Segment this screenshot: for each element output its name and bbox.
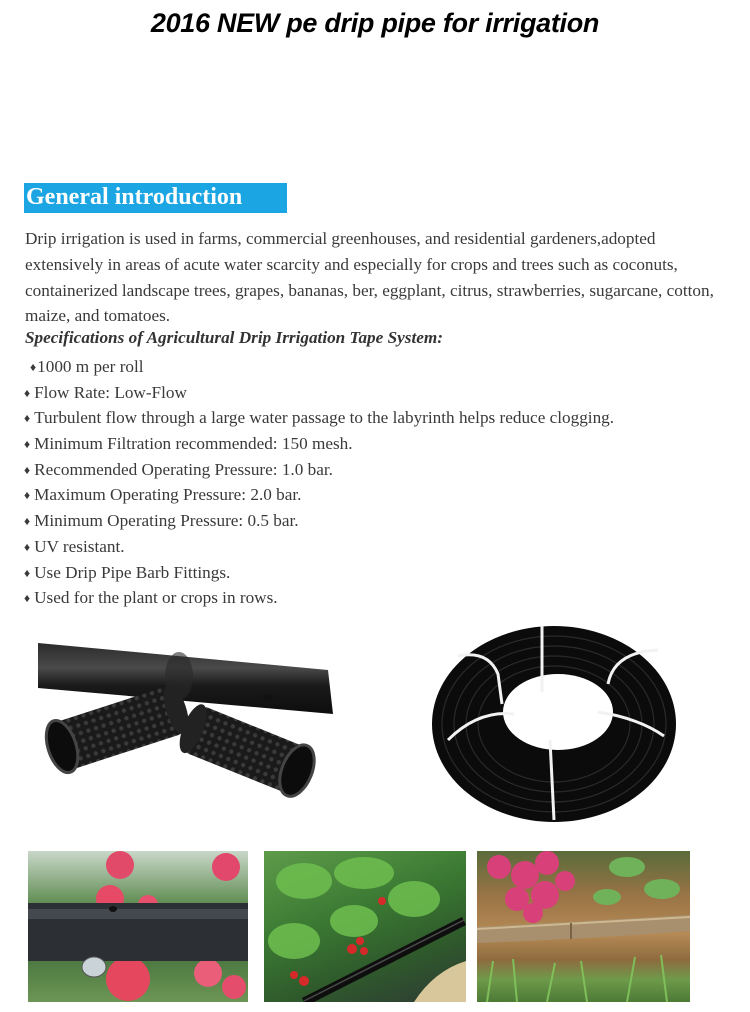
intro-paragraph: Drip irrigation is used in farms, commercial greenhouses, and residential gardeners,adopted extensively in areas of acute water scarcity and especially for crops and trees such as coconuts, containerized landscape trees, grapes, bananas, ber, eggplant, citrus, strawberries, sugarcane, cotton, maize, and tomatoes.: [25, 229, 714, 326]
spec-item: ♦ Minimum Filtration recommended: 150 mesh.: [24, 434, 353, 454]
spec-item: ♦ Recommended Operating Pressure: 1.0 bar.: [24, 459, 333, 479]
application-photo-mulch: [477, 851, 690, 1002]
diamond-bullet-icon: ♦: [24, 565, 31, 580]
diamond-bullet-icon: ♦: [24, 462, 31, 477]
spec-heading: Specifications of Agricultural Drip Irrigation Tape System:: [25, 328, 443, 347]
section-heading-banner: [24, 183, 287, 213]
diamond-bullet-icon: ♦: [24, 437, 31, 452]
spec-item: ♦ Maximum Operating Pressure: 2.0 bar.: [24, 485, 302, 505]
spec-item: ♦ UV resistant.: [24, 536, 125, 556]
diamond-bullet-icon: ♦: [24, 488, 31, 503]
spec-item: ♦ Used for the plant or crops in rows.: [24, 588, 278, 608]
application-photo-strawberries: [264, 851, 466, 1002]
spec-list: [24, 354, 614, 611]
spec-item: ♦1000 m per roll: [30, 357, 144, 376]
diamond-bullet-icon: ♦: [24, 591, 31, 606]
diamond-bullet-icon: ♦: [24, 385, 31, 400]
application-photo-flowers: [28, 851, 248, 1002]
diamond-bullet-icon: ♦: [24, 514, 31, 529]
spec-item: ♦ Flow Rate: Low-Flow: [24, 382, 187, 402]
spec-item: ♦ Turbulent flow through a large water passage to the labyrinth helps reduce clogging.: [24, 408, 615, 428]
spec-item: ♦ Use Drip Pipe Barb Fittings.: [24, 562, 231, 582]
product-photo-fittings: [28, 618, 348, 818]
diamond-bullet-icon: ♦: [30, 360, 37, 374]
spec-item: ♦ Minimum Operating Pressure: 0.5 bar.: [24, 511, 299, 531]
diamond-bullet-icon: ♦: [24, 411, 31, 426]
diamond-bullet-icon: ♦: [24, 539, 31, 554]
page-title: 2016 NEW pe drip pipe for irrigation: [150, 8, 600, 38]
section-heading: General introduction: [26, 184, 243, 210]
product-photo-coil: [418, 612, 688, 822]
